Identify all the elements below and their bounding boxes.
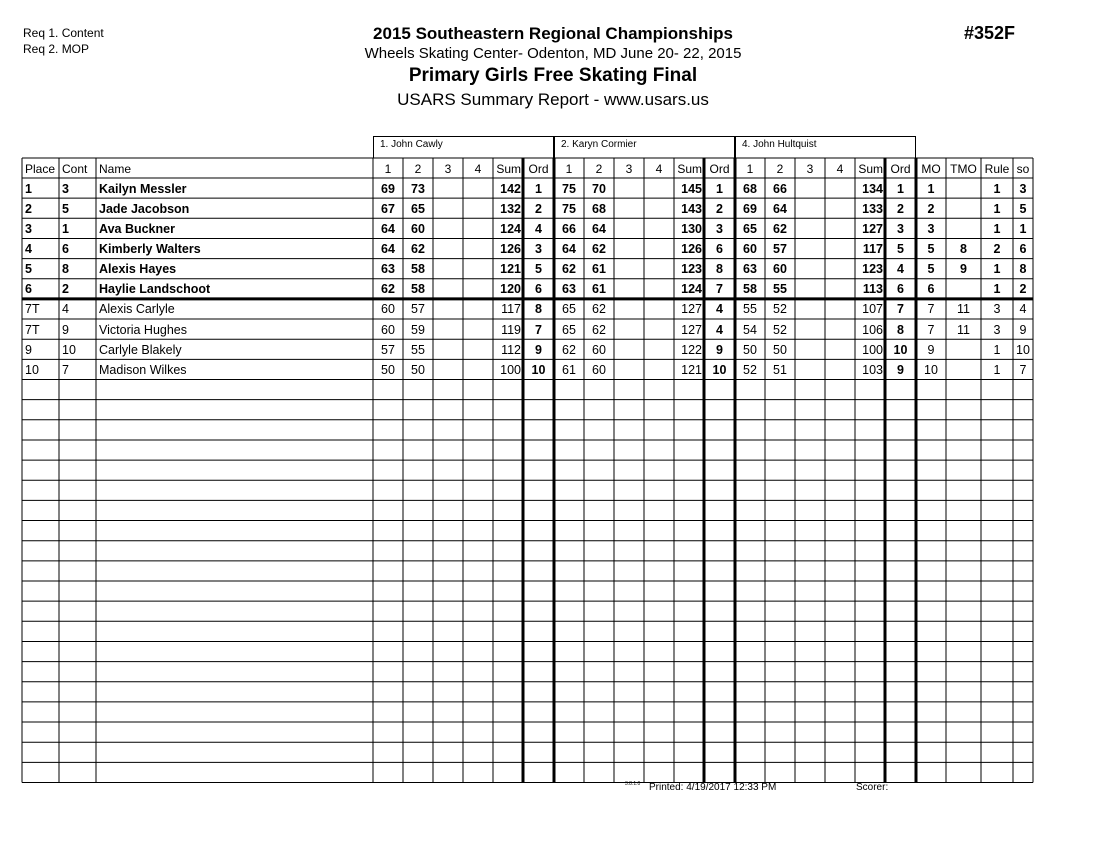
championship-title: 2015 Southeastern Regional Championships [373,24,733,43]
table-cell: 100 [500,362,521,377]
column-header: 1 [746,161,754,176]
table-cell: 107 [862,302,883,317]
table-cell: 9 [716,342,723,357]
table-cell: 1 [993,262,1001,277]
table-cell: 8 [535,302,542,317]
table-cell: 145 [681,181,702,196]
table-cell: 57 [773,241,787,256]
table-cell: 62 [592,302,606,317]
table-cell: 60 [381,322,395,337]
table-cell: 60 [743,241,757,256]
table-cell: 8 [960,241,967,256]
table-cell: 9 [897,362,904,377]
table-cell: 132 [500,201,521,216]
table-cell: 1 [993,221,1001,236]
table-cell: 73 [411,181,425,196]
table-cell: 65 [562,302,576,317]
table-cell: 1 [993,181,1001,196]
table-cell: 5 [62,201,69,216]
table-cell: 51 [773,362,787,377]
table-cell: 10 [1016,342,1030,357]
table-cell: 50 [773,342,787,357]
table-cell: 11 [957,302,970,317]
table-cell: Carlyle Blakely [99,342,182,357]
judge-name: 1. John Cawly [380,139,443,150]
table-cell: 64 [562,241,576,256]
table-cell: 1 [993,342,1001,357]
table-cell: 2 [927,201,935,216]
table-cell: 8 [897,322,904,337]
table-cell: 5 [897,241,904,256]
table-cell: 64 [381,241,395,256]
table-cell: 3 [535,241,542,256]
table-cell: 6 [25,282,32,297]
table-cell: 7T [25,302,40,317]
table-cell: 64 [773,201,787,216]
table-cell: 106 [862,322,883,337]
table-cell: 52 [773,322,787,337]
table-cell: 133 [862,201,883,216]
table-cell: 11 [957,322,970,337]
table-cell: 65 [743,221,757,236]
table-cell: 60 [592,362,606,377]
column-header: TMO [950,161,977,176]
judge-name: 2. Karyn Cormier [561,139,637,150]
table-cell: 50 [743,342,757,357]
requirement-1: Req 1. Content [23,26,104,40]
table-cell: 123 [862,262,883,277]
table-cell: 10 [893,342,908,357]
table-cell: 7 [927,302,935,317]
table-cell: 5 [927,241,935,256]
table-cell: 6 [535,282,542,297]
table-cell: 1 [535,181,542,196]
table-cell: 55 [411,342,425,357]
table-cell: 3 [716,221,723,236]
version-code: 3.8.1.0 [625,781,641,787]
column-header: 2 [414,161,422,176]
table-cell: 100 [862,342,883,357]
table-cell: 4 [1019,302,1027,317]
table-cell: 63 [381,262,395,277]
table-cell: 7 [897,302,904,317]
table-cell: 7 [716,282,723,297]
table-cell: 58 [411,282,425,297]
column-header: 4 [655,161,663,176]
table-cell: Madison Wilkes [99,362,187,377]
table-cell: 5 [1019,201,1027,216]
table-cell: 69 [381,181,395,196]
table-cell: 10 [924,362,938,377]
table-cell: 7 [535,322,542,337]
table-cell: Haylie Landschoot [99,282,211,297]
column-header: so [1016,161,1030,176]
table-cell: 9 [62,322,69,337]
table-cell: 5 [927,262,935,277]
table-cell: 1 [62,221,69,236]
report-subtitle: USARS Summary Report - www.usars.us [397,90,709,109]
table-cell: 127 [681,302,702,317]
table-cell: 121 [681,362,702,377]
table-cell: 61 [562,362,576,377]
table-cell: 3 [897,221,904,236]
table-cell: 68 [743,181,757,196]
table-cell: 124 [681,282,702,297]
table-cell: 3 [25,221,32,236]
table-cell: 113 [862,282,883,297]
table-cell: 123 [681,262,702,277]
table-cell: Ava Buckner [99,221,175,236]
table-cell: 142 [500,181,521,196]
table-cell: 3 [62,181,69,196]
table-cell: 50 [411,362,425,377]
table-cell: 69 [743,201,757,216]
table-cell: 9 [535,342,542,357]
table-cell: 3 [927,221,935,236]
table-cell: 61 [592,262,606,277]
column-header: 4 [836,161,844,176]
table-cell: 62 [592,322,606,337]
column-header: Ord [709,161,730,176]
table-cell: Jade Jacobson [99,201,190,216]
table-cell: 7 [62,362,69,377]
table-cell: 1 [993,282,1001,297]
table-cell: 62 [773,221,787,236]
table-cell: 7 [927,322,935,337]
table-cell: 2 [993,241,1001,256]
venue-dates: Wheels Skating Center- Odenton, MD June 20- 22, 2015 [364,45,742,62]
table-cell: 117 [501,302,521,317]
table-cell: 2 [535,201,542,216]
table-cell: 6 [62,241,69,256]
column-header: MO [921,161,941,176]
event-number: #352F [964,23,1016,43]
table-cell: 127 [862,221,883,236]
table-cell: 62 [411,241,425,256]
table-cell: 65 [411,201,425,216]
table-cell: 8 [62,262,69,277]
table-cell: 7 [1019,362,1027,377]
table-cell: Alexis Hayes [99,262,177,277]
table-cell: 61 [592,282,606,297]
table-cell: 66 [773,181,787,196]
table-cell: 9 [960,262,967,277]
table-cell: 112 [501,342,521,357]
table-cell: 10 [531,362,546,377]
column-header: 3 [625,161,633,176]
table-cell: 134 [862,181,883,196]
event-title: Primary Girls Free Skating Final [408,65,698,86]
column-header: Name [99,161,132,176]
table-cell: 7T [25,322,40,337]
table-cell: 64 [381,221,395,236]
column-header: Sum [858,161,883,176]
table-cell: 1 [716,181,723,196]
table-cell: 1 [927,181,935,196]
table-cell: 64 [592,221,606,236]
table-cell: 2 [716,201,723,216]
table-cell: Kimberly Walters [99,241,201,256]
table-cell: 6 [927,282,935,297]
table-cell: 121 [500,262,521,277]
table-cell: 4 [62,302,69,317]
column-header: Ord [890,161,911,176]
table-cell: 9 [25,342,32,357]
table-cell: 52 [773,302,787,317]
table-cell: 1 [993,201,1001,216]
table-cell: 143 [681,201,702,216]
table-cell: 3 [993,302,1001,317]
table-cell: 4 [716,322,723,337]
table-cell: 4 [716,302,723,317]
table-cell: 4 [535,221,542,236]
column-header: 4 [474,161,482,176]
table-cell: Alexis Carlyle [99,302,175,317]
judge-name: 4. John Hultquist [742,139,817,150]
scorer-label: Scorer: [856,782,889,793]
table-cell: 9 [1019,322,1027,337]
table-cell: 63 [562,282,576,297]
table-cell: 122 [681,342,702,357]
column-header: Place [25,161,56,176]
table-cell: 66 [562,221,576,236]
table-cell: Kailyn Messler [99,181,187,196]
table-cell: 2 [1019,282,1027,297]
table-cell: 120 [500,282,521,297]
table-cell: 6 [1019,241,1027,256]
table-cell: 62 [562,342,576,357]
table-cell: 62 [381,282,395,297]
table-cell: 65 [562,322,576,337]
table-cell: 60 [411,221,425,236]
table-cell: 75 [562,181,576,196]
table-cell: 62 [592,241,606,256]
table-cell: 126 [681,241,702,256]
column-header: 2 [776,161,784,176]
table-cell: 57 [381,342,395,357]
printed-timestamp: Printed: 4/19/2017 12:33 PM [649,782,777,793]
table-cell: 68 [592,201,606,216]
table-cell: 117 [862,241,883,256]
table-cell: 5 [535,262,542,277]
table-cell: 59 [411,322,425,337]
table-cell: 9 [927,342,935,357]
table-cell: 1 [897,181,904,196]
column-header: Sum [677,161,702,176]
table-cell: 67 [381,201,395,216]
table-cell: 52 [743,362,757,377]
table-cell: 3 [993,322,1001,337]
table-cell: 119 [501,322,521,337]
column-header: Cont [62,161,88,176]
table-cell: 2 [897,201,904,216]
table-cell: 70 [592,181,606,196]
table-cell: 8 [1019,262,1027,277]
table-cell: 50 [381,362,395,377]
table-cell: 75 [562,201,576,216]
table-cell: 6 [716,241,723,256]
table-cell: 2 [62,282,69,297]
requirement-2: Req 2. MOP [23,42,90,56]
column-header: 3 [444,161,452,176]
table-cell: 55 [773,282,787,297]
column-header: 1 [384,161,392,176]
table-cell: 8 [716,262,723,277]
table-cell: 62 [562,262,576,277]
table-cell: 4 [897,262,904,277]
column-header: 2 [595,161,603,176]
table-cell: 124 [500,221,521,236]
column-header: 3 [806,161,814,176]
column-header: 1 [565,161,573,176]
column-header: Sum [496,161,521,176]
table-cell: 58 [411,262,425,277]
table-cell: 55 [743,302,757,317]
table-cell: 2 [25,201,32,216]
table-cell: 4 [25,241,32,256]
table-cell: 10 [25,362,39,377]
table-cell: 130 [681,221,702,236]
table-cell: 6 [897,282,904,297]
table-cell: 10 [62,342,76,357]
table-cell: 127 [681,322,702,337]
column-header: Rule [984,161,1010,176]
table-cell: 60 [773,262,787,277]
table-cell: 103 [862,362,883,377]
table-cell: 54 [743,322,757,337]
column-header: Ord [528,161,549,176]
table-cell: 57 [411,302,425,317]
table-cell: 58 [743,282,757,297]
table-cell: 63 [743,262,757,277]
table-cell: 3 [1019,181,1027,196]
table-cell: 60 [592,342,606,357]
table-cell: 60 [381,302,395,317]
table-cell: 126 [500,241,521,256]
table-cell: 5 [25,262,32,277]
table-cell: Victoria Hughes [99,322,188,337]
table-cell: 1 [993,362,1001,377]
table-cell: 10 [712,362,727,377]
table-cell: 1 [1019,221,1027,236]
table-cell: 1 [25,181,32,196]
